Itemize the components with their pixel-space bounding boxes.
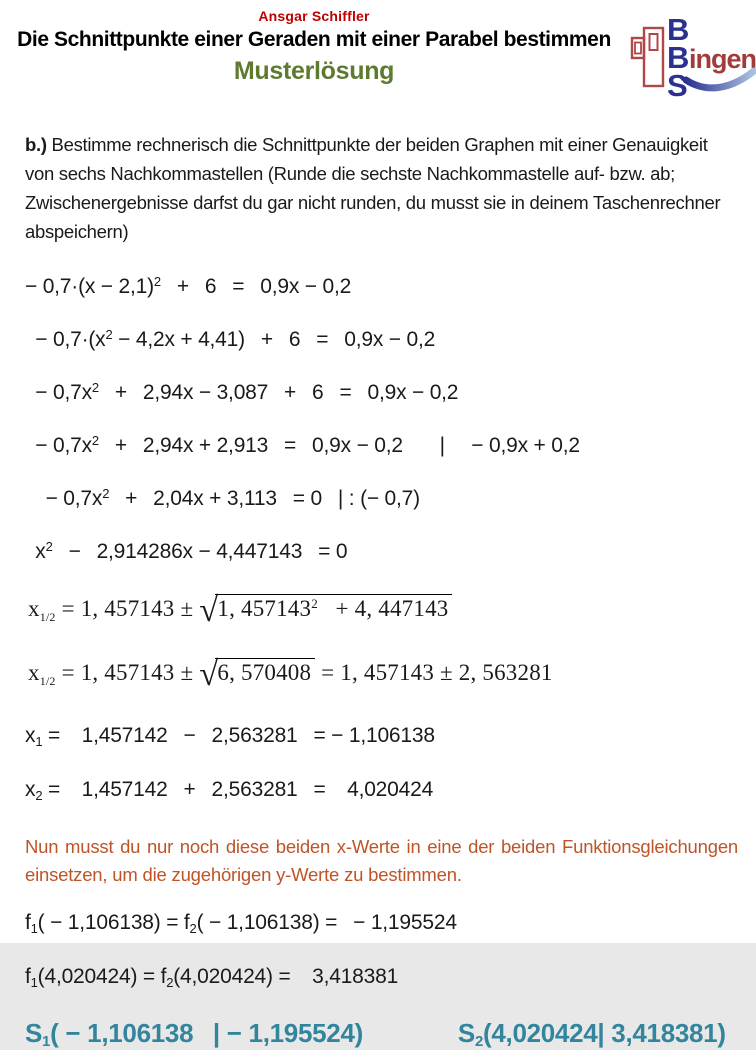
subtitle-musterloesung: Musterlösung [233, 57, 395, 85]
document-header [0, 0, 756, 103]
equation-x1: $x_1$ = 1,457142 − 2,563281 = − 1,106138 [25, 724, 435, 749]
logo-letter-b1: B [667, 12, 690, 47]
equation-step-3: − $0,7x^2$ + 2,94x − 3,087 + 6 = 0,9x − 0,2 [25, 380, 459, 404]
page-title: Die Schnittpunkte einer Geraden mit einer Parabel bestimmen [17, 28, 611, 51]
solution-points [25, 1018, 756, 1050]
equation-step-2: − $0,7\cdot(x^2 - 4,2x + 4,41)$ + 6 = 0,9x − 0,2 [25, 327, 436, 351]
bbs-bingen-logo-icon [628, 10, 756, 103]
building-outline-icon [632, 28, 663, 86]
equation-step-5: − $0,7x^2$ + 2,04x + 3,113 = 0 | : (− 0,7) [25, 486, 420, 510]
solution-point-s1: $S_1( - 1,106138$ | − 1,195524) [25, 1018, 363, 1050]
hint-paragraph [25, 833, 738, 889]
task-description [25, 130, 738, 246]
task-line: b.) Bestimme rechnerisch die Schnittpunkte der beiden Graphen mit einer Genauigkeit [25, 134, 708, 155]
logo-letter-s: S [667, 68, 688, 103]
task-line: von sechs Nachkommastellen (Runde die sechste Nachkommastelle auf- bzw. ab; [25, 163, 675, 184]
equation-pq-formula: $x_{1/2} = 1$, 457143 ± √1, 457143$^2$ + 4, 447143 [28, 589, 756, 632]
equation-step-4: − $0,7x^2$ + 2,94x + 2,913 = 0,9x − 0,2 | − 0,9x + 0,2 [25, 433, 580, 457]
task-label: b.) [25, 134, 47, 155]
hint-line: Nun musst du nur noch diese beiden x-Werte in eine der beiden Funktionsgleichungen [25, 836, 738, 857]
equation-f-x1: $f_1( - 1,106138) = f_2( - 1,106138)$ = − 1,195524 [25, 911, 457, 936]
solution-point-s2: $S_2(4,020424|$ 3,418381) [457, 1018, 726, 1050]
logo-town-text: ingen [689, 44, 756, 74]
equation-f-x2: $f_1(4,020424) = f_2(4,020424)$ = 3,418381 [25, 965, 399, 990]
equation-pq-formula-solved: $x_{1/2} = 1$, 457143 ± √6, 570408 = 1, 457143 ± 2, 563281 [28, 654, 553, 693]
logo-letter-b2: B [667, 40, 690, 75]
equation-step-6: $x^2$ − 2,914286x − 4,447143 = 0 [25, 539, 348, 563]
task-line: abspeichern) [25, 221, 129, 242]
equation-x2: $x_2$ = 1,457142 + 2,563281 = 4,020424 [25, 778, 434, 803]
hint-line: einsetzen, um die zugehörigen y-Werte zu bestimmen. [25, 864, 462, 885]
school-logo [628, 8, 756, 103]
header-titles [0, 8, 628, 86]
equation-step-1: − $0,7\cdot(x - 2,1)^2$ + 6 = 0,9x − 0,2 [25, 274, 352, 298]
task-line: Zwischenergebnisse darfst du gar nicht runden, du musst sie in deinem Taschenrechner [25, 192, 721, 213]
author-name: Ansgar Schiffler [258, 8, 370, 24]
